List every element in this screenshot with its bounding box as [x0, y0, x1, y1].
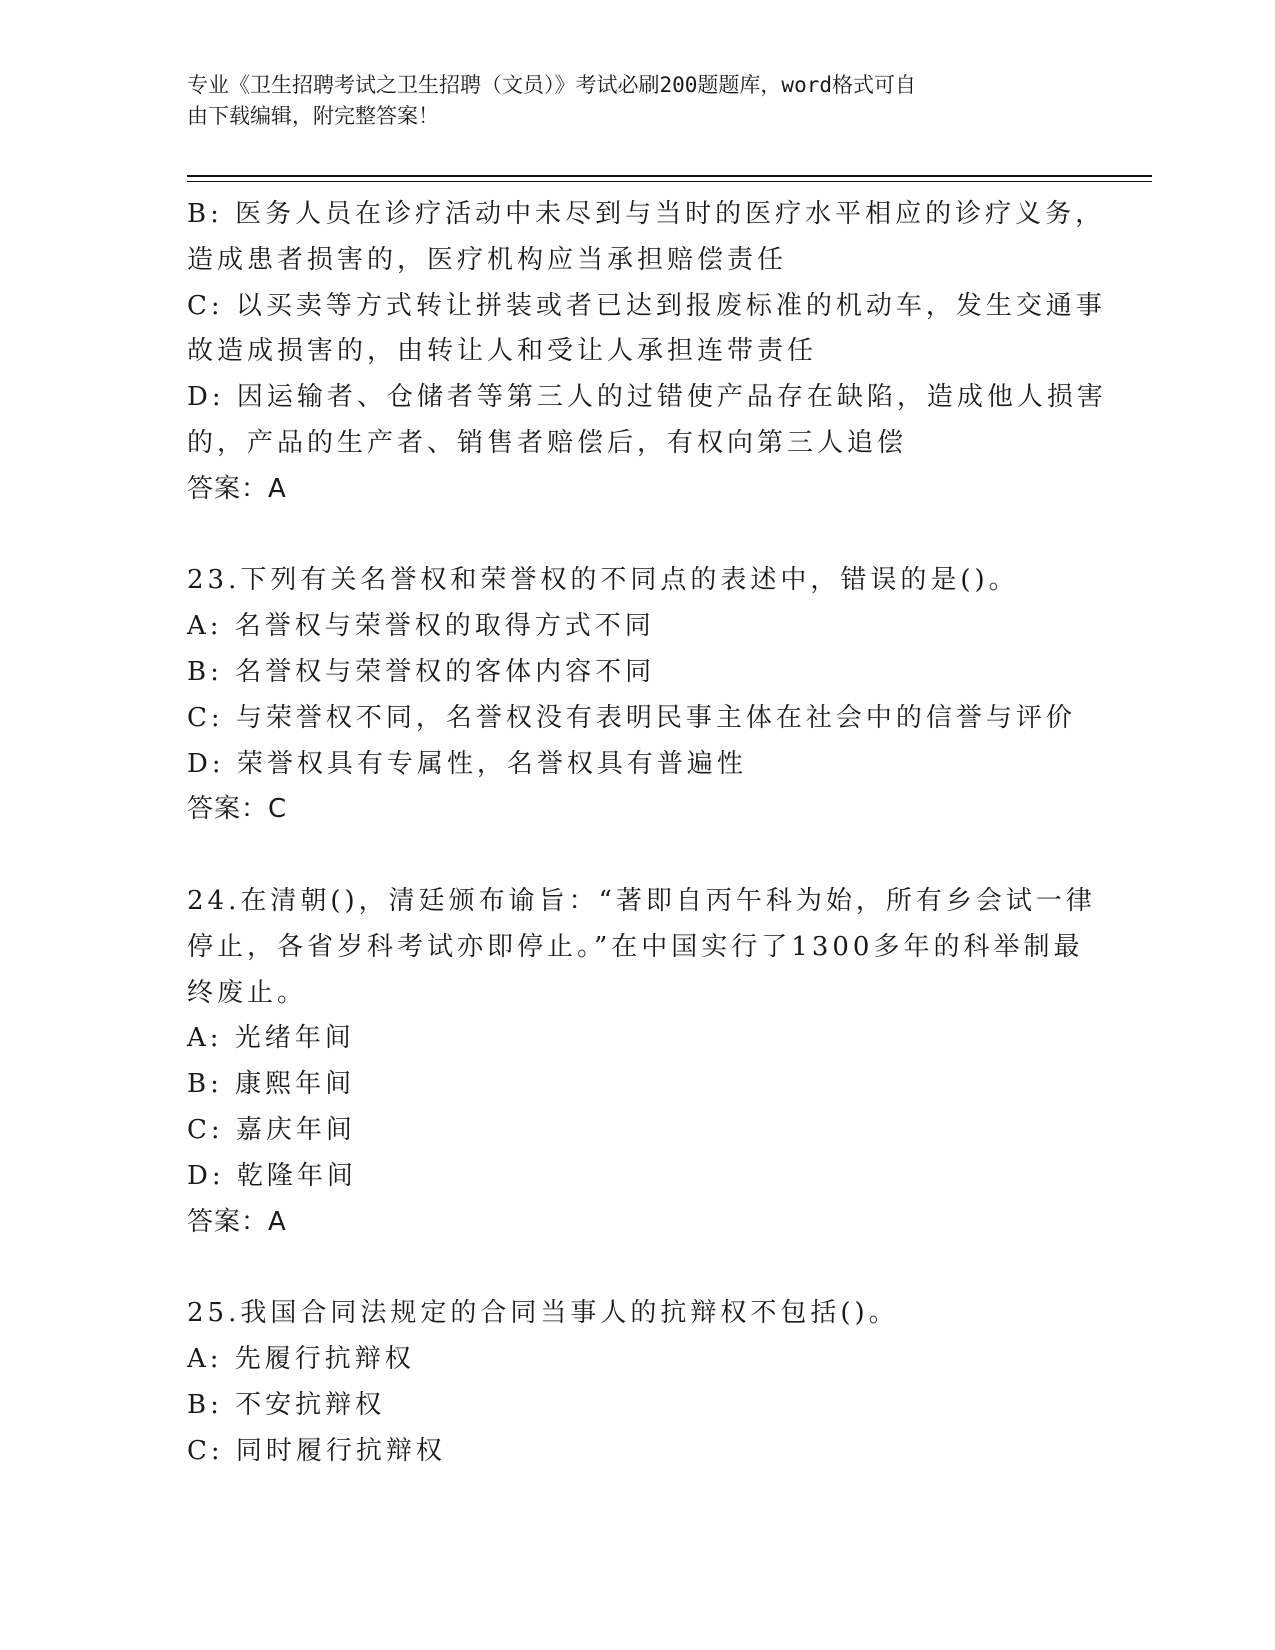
option-d: D: 乾隆年间: [187, 1160, 357, 1191]
option-d: D: 荣誉权具有专属性，名誉权具有普遍性: [187, 748, 747, 779]
question-stem: 25.我国合同法规定的合同当事人的抗辩权不包括()。: [187, 1298, 899, 1329]
question-stem-line-1: 24.在清朝()，清廷颁布谕旨：“著即自丙午科为始，所有乡会试一律: [187, 885, 1096, 916]
answer: 答案：C: [187, 794, 288, 825]
document-body: [187, 192, 1152, 1474]
question-stem-line-2: 停止，各省岁科考试亦即停止。”在中国实行了1300多年的科举制最: [187, 931, 1084, 962]
option-d-line-1: D: 因运输者、仓储者等第三人的过错使产品存在缺陷，造成他人损害: [187, 382, 1107, 413]
question-23: [187, 558, 1152, 833]
option-b: B: 名誉权与荣誉权的客体内容不同: [187, 656, 656, 687]
option-a: A: 先履行抗辩权: [187, 1343, 415, 1374]
header-rule-thin: [187, 181, 1152, 182]
question-stem: 23.下列有关名誉权和荣誉权的不同点的表述中，错误的是()。: [187, 565, 1019, 596]
question-24: [187, 879, 1152, 1245]
answer: 答案：A: [187, 1206, 287, 1237]
header-line-1: 专业《卫生招聘考试之卫生招聘（文员）》考试必刷200题题库，word格式可自: [187, 73, 916, 97]
option-b-line-2: 造成患者损害的，医疗机构应当承担赔偿责任: [187, 244, 788, 275]
option-b-line-1: B: 医务人员在诊疗活动中未尽到与当时的医疗水平相应的诊疗义务，: [187, 199, 1106, 229]
answer: 答案：A: [187, 473, 287, 504]
question-25: [187, 1291, 1152, 1474]
option-b: B: 不安抗辩权: [187, 1389, 386, 1420]
option-a: A: 光绪年间: [187, 1023, 355, 1054]
option-c: C: 与荣誉权不同，名誉权没有表明民事主体在社会中的信誉与评价: [187, 702, 1076, 733]
header-line-2: 由下载编辑，附完整答案！: [187, 104, 439, 128]
header-rule-thick: [187, 175, 1152, 177]
document-header: [187, 70, 1087, 132]
question-stem-line-3: 终废止。: [187, 977, 308, 1008]
option-c-line-1: C: 以买卖等方式转让拼装或者已达到报废标准的机动车，发生交通事: [187, 290, 1106, 321]
option-d-line-2: 的，产品的生产者、销售者赔偿后，有权向第三人追偿: [187, 427, 908, 458]
option-c: C: 嘉庆年间: [187, 1114, 356, 1145]
option-c-line-2: 故造成损害的，由转让人和受让人承担连带责任: [187, 336, 818, 367]
option-c: C: 同时履行抗辩权: [187, 1435, 446, 1466]
option-b: B: 康熙年间: [187, 1069, 356, 1100]
option-a: A: 名誉权与荣誉权的取得方式不同: [187, 611, 655, 642]
question-22-continued: [187, 192, 1152, 513]
